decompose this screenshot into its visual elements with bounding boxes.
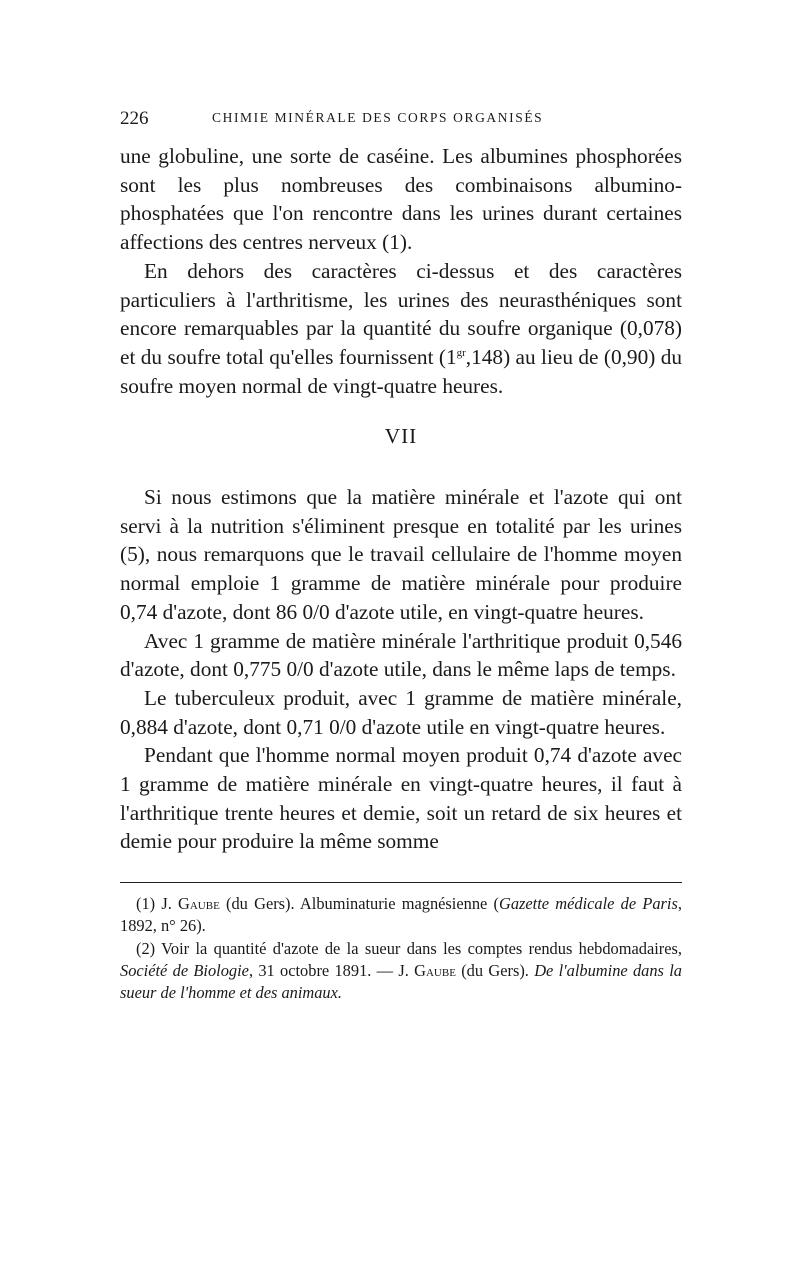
footnote-author: Gaube <box>414 960 456 980</box>
paragraph-text: En dehors des caractères ci-dessus et des caractères particuliers à l'arthritisme, les urines des neurasthéniques sont encore remarquables par la quantité du soufre organique (0,078) et du soufre total qu'elles fournissent (1 <box>120 258 682 369</box>
footnotes <box>120 893 682 1004</box>
footnote-marker: (2) <box>136 938 162 958</box>
paragraph: Si nous estimons que la matière minérale et l'azote qui ont servi à la nutrition s'éliminent presque en totalité par les urines (5), nous remarquons que le travail cellulaire de l'homme moyen normal emploie 1 gramme de matière minérale pour produire 0,74 d'azote, dont 86 0/0 d'azote utile, en vingt-quatre heures. <box>120 485 682 624</box>
paragraph-text: ,148) au lieu de (0,90) du soufre moyen normal de vingt-quatre heures. <box>120 344 682 398</box>
paragraph: Avec 1 gramme de matière minérale l'arthritique produit 0,546 d'azote, dont 0,775 0/0 d'azote utile, dans le même laps de temps. <box>120 628 682 682</box>
page-number: 226 <box>120 108 149 129</box>
book-page <box>120 108 682 1004</box>
paragraph: une globuline, une sorte de caséine. Les albumines phosphorées sont les plus nombreuses des combinaisons albumino-phosphatées que l'on rencontre dans les urines durant certaines affections des centres nerveux (1). <box>120 144 682 255</box>
superscript-unit: gr <box>456 346 466 359</box>
footnote-text: (du Gers). <box>455 960 535 980</box>
running-header <box>120 108 682 142</box>
body-text <box>120 142 682 856</box>
paragraph <box>120 257 682 401</box>
footnote-text: (du Gers). Albuminaturie magnésienne ( <box>219 894 499 914</box>
paragraph: Pendant que l'homme normal moyen produit 0,74 d'azote avec 1 gramme de matière minérale en vingt-quatre heures, il faut à l'arthritique trente heures et demie, soit un retard de six heures et demie pour produire la même somme <box>120 743 682 854</box>
footnote-1 <box>120 893 682 937</box>
footnote-italic: De l'albumine dans la sueur de l'homme et des animaux. <box>120 960 682 1002</box>
footnote-author: Gaube <box>178 894 220 914</box>
footnote-text: Voir la quantité d'azote de la sueur dans les comptes rendus hebdomadaires, <box>161 938 682 958</box>
footnote-italic: Gazette médicale de Paris <box>498 894 678 914</box>
footnote-2 <box>120 938 682 1005</box>
paragraph: Le tuberculeux produit, avec 1 gramme de matière minérale, 0,884 d'azote, dont 0,71 0/0 d'azote utile en vingt-quatre heures. <box>120 685 682 739</box>
footnote-divider <box>120 882 682 883</box>
footnote-text: , 1892, n° 26). <box>120 894 682 936</box>
footnote-marker: (1) J. <box>136 894 179 914</box>
section-heading: VII <box>384 424 418 449</box>
footnote-italic: Société de Biologie <box>120 960 249 980</box>
footnote-text: , 31 octobre 1891. — J. <box>248 960 415 980</box>
running-title: CHIMIE MINÉRALE DES CORPS ORGANISÉS <box>212 110 544 125</box>
